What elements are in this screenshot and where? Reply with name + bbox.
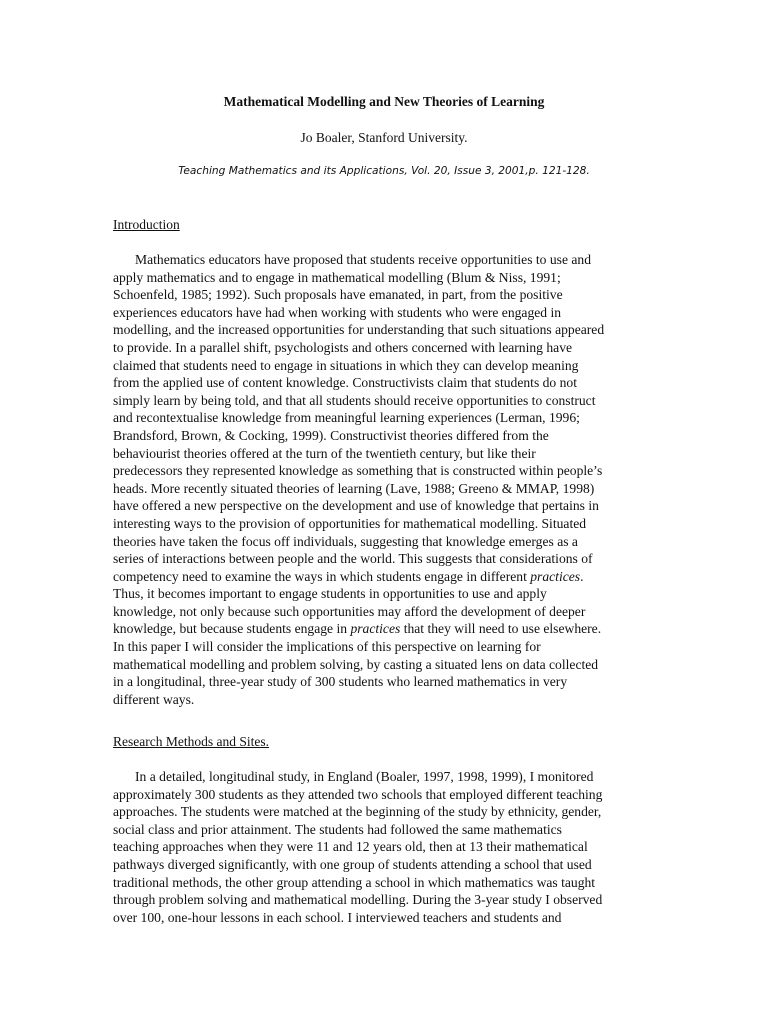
text-line: to provide. In a parallel shift, psychologists and others concerned with learning have [113,339,573,355]
section-heading-introduction: Introduction [113,217,180,232]
text-line: through problem solving and mathematical modelling. During the 3-year study I observed [113,892,603,908]
text-line: and recontextualise knowledge from meaningful learning experiences (Lerman, 1996; [113,410,580,426]
paper-author: Jo Boaler, Stanford University. [300,130,468,145]
emphasis-practices: practices [530,568,581,584]
text-line: apply mathematics and to engage in mathematical modelling (Blum & Niss, 1991; [113,269,561,285]
text-line: mathematical modelling and problem solving, by casting a situated lens on data collected [113,656,599,672]
text-line: pathways diverged significantly, with one group of students attending a school that used [113,856,592,872]
text-line: Mathematics educators have proposed that students receive opportunities to use and [135,252,592,267]
paper-title: Mathematical Modelling and New Theories of Learning [223,94,545,109]
text-line: predecessors they represented knowledge as something that is constructed within people’s [113,463,603,479]
text-line: In a detailed, longitudinal study, in England (Boaler, 1997, 1998, 1999), I monitored [135,769,594,784]
text-line: traditional methods, the other group attending a school in which mathematics was taught [113,874,596,890]
text-line: In this paper I will consider the implications of this perspective on learning for [113,639,541,655]
text-line: teaching approaches when they were 11 and 12 years old, then at 13 their mathematical [113,839,588,855]
text-line: over 100, one-hour lessons in each school. I interviewed teachers and students and [113,909,562,925]
text-line: Brandsford, Brown, & Cocking, 1999). Constructivist theories differed from the [113,427,549,443]
text-line: claimed that students need to engage in situations in which they can develop meaning [113,357,579,373]
text-line: Schoenfeld, 1985; 1992). Such proposals have emanated, in part, from the positive [113,287,563,303]
text-line: heads. More recently situated theories of learning (Lave, 1988; Greeno & MMAP, 1998) [113,480,595,496]
text-line [113,568,653,586]
text-line: series of interactions between people and the world. This suggests that considerations of [113,551,593,567]
text-line: approaches. The students were matched at the beginning of the study by ethnicity, gender, [113,804,602,820]
text-fragment: knowledge, but because students engage in [113,621,351,637]
text-line: simply learn by being told, and that all students should receive opportunities to construct [113,392,596,408]
text-line: theories have taken the focus off individuals, suggesting that knowledge emerges as a [113,533,578,549]
text-line: Thus, it becomes important to engage students in opportunities to use and apply [113,586,547,602]
section-heading-research-methods: Research Methods and Sites. [113,734,269,749]
introduction-paragraph [113,251,653,708]
text-line: different ways. [113,691,195,707]
research-methods-paragraph [113,768,653,926]
text-fragment: that they will need to use elsewhere. [400,621,602,637]
text-line: behaviourist theories offered at the turn of the twentieth century, but like their [113,445,536,461]
text-line [113,620,653,638]
text-line: knowledge, not only because such opportunities may afford the development of deeper [113,603,586,619]
text-line: interesting ways to the provision of opportunities for mathematical modelling. Situated [113,515,587,531]
text-line: in a longitudinal, three-year study of 300 students who learned mathematics in very [113,674,568,690]
text-line: from the applied use of content knowledge. Constructivists claim that students do not [113,375,577,391]
text-line: modelling, and the increased opportunities for understanding that such situations appeared [113,322,605,338]
text-line: have offered a new perspective on the development and use of knowledge that pertains in [113,498,599,514]
text-line: social class and prior attainment. The students had followed the same mathematics [113,821,562,837]
paper-citation: Teaching Mathematics and its Applications, Vol. 20, Issue 3, 2001,p. 121-128. [178,165,590,177]
emphasis-practices: practices [350,621,401,637]
text-line: experiences educators have had when working with students who were engaged in [113,304,562,320]
text-fragment: . [580,568,584,584]
text-fragment: competency need to examine the ways in which students engage in different [113,568,531,584]
text-line: approximately 300 students as they attended two schools that employed different teaching [113,786,603,802]
